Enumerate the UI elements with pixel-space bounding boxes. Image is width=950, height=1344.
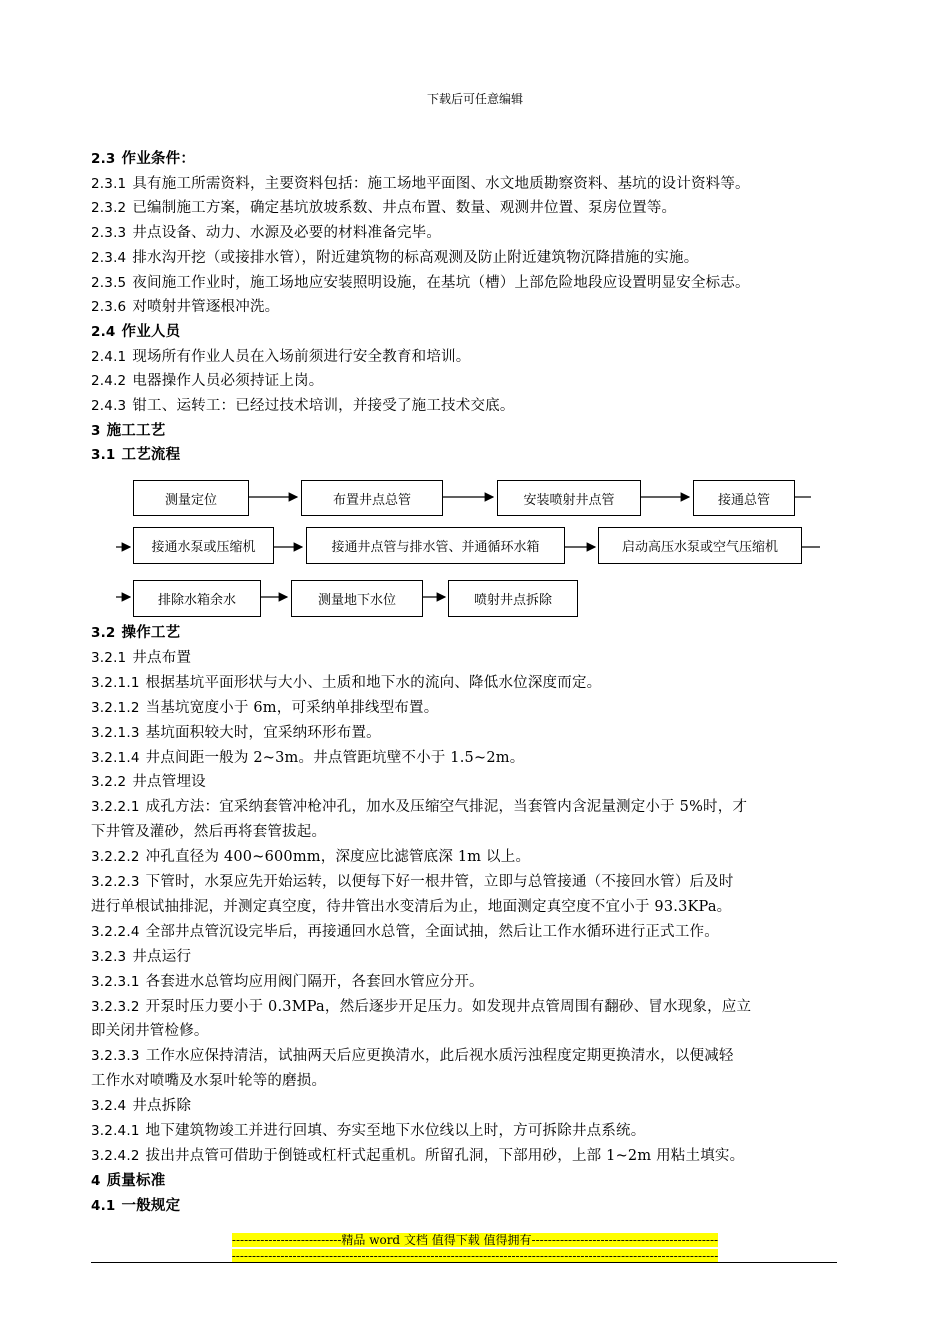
line-text: 根据基坑平面形状与大小、土质和地下水的流向、降低水位深度而定。 <box>145 674 602 691</box>
text-line <box>91 1071 326 1091</box>
section-number: 3.2 <box>91 625 116 641</box>
text-line <box>91 273 750 293</box>
line-text: 即关闭井管检修。 <box>91 1023 209 1040</box>
text-line <box>91 1021 209 1041</box>
text-line <box>91 174 750 194</box>
text-line <box>91 1146 744 1166</box>
text-line <box>91 772 206 792</box>
text-line <box>91 445 180 465</box>
section-number: 3.2.2.2 <box>91 849 140 866</box>
line-text: 当基坑宽度小于 6m，可采纳单排线型布置。 <box>145 699 439 716</box>
section-number: 4 <box>91 1172 101 1189</box>
text-line <box>91 822 326 842</box>
section-number: 2.3.3 <box>91 225 127 242</box>
footer-rule <box>91 1262 837 1263</box>
section-number: 2.4.1 <box>91 348 127 365</box>
text-line <box>91 847 530 867</box>
line-text: 冲孔直径为 400~600mm，深度应比滤管底深 1m 以上。 <box>145 849 531 866</box>
line-text: 井点管埋设 <box>132 774 206 791</box>
line-text: 作业人员 <box>121 322 181 340</box>
text-line <box>91 1171 165 1191</box>
section-number: 3.2.1 <box>91 649 127 666</box>
section-number: 3.2.4 <box>91 1098 127 1115</box>
text-line <box>91 421 165 441</box>
text-line <box>91 322 180 342</box>
line-text: 井点运行 <box>132 948 192 965</box>
text-line <box>91 347 470 367</box>
line-text: 工作水应保持清洁，试抽两天后应更换清水，此后视水质污浊程度定期更换清水，以便减轻 <box>145 1048 734 1065</box>
section-number: 3 <box>91 422 101 439</box>
section-number: 3.2.3.2 <box>91 998 140 1015</box>
line-text: 作业条件： <box>121 150 196 167</box>
section-number: 2.3.4 <box>91 249 127 266</box>
section-number: 2.3.6 <box>91 299 127 316</box>
text-line <box>91 198 676 218</box>
text-line <box>91 897 731 917</box>
text-line <box>91 1096 191 1116</box>
flow-step-7: 启动高压水泵或空气压缩机 <box>598 527 802 564</box>
section-number: 3.2.1.2 <box>91 699 140 716</box>
section-number: 3.2.2.1 <box>91 799 140 816</box>
line-text: 成孔方法：宜采纳套管冲枪冲孔，加水及压缩空气排泥，当套管内含泥量测定小于 5%时，才 <box>145 799 748 816</box>
text-line <box>91 149 195 169</box>
section-number: 3.2.2 <box>91 774 127 791</box>
header-note: 下载后可任意编辑 <box>426 92 523 106</box>
line-text: 操作工艺 <box>121 624 181 641</box>
section-number: 3.2.1.3 <box>91 724 140 741</box>
section-number: 3.1 <box>91 447 116 464</box>
section-number: 2.4.3 <box>91 398 127 414</box>
footer-text-1: ---------------------------精品 word 文档 值得下载 值得拥有---------------------------------------------- <box>231 1233 719 1247</box>
line-text: 已编制施工方案，确定基坑放坡系数、井点布置、数量、观测井位置、泵房位置等。 <box>132 200 677 217</box>
section-number: 3.2.2.4 <box>91 923 140 940</box>
flow-step-8: 排除水箱余水 <box>133 580 261 617</box>
text-line <box>91 623 180 643</box>
line-text: 工作水对喷嘴及水泵叶轮等的磨损。 <box>91 1073 327 1090</box>
line-text: 一般规定 <box>121 1196 181 1214</box>
line-text: 质量标准 <box>106 1171 166 1189</box>
text-line <box>91 922 719 942</box>
text-line <box>91 648 191 668</box>
text-line <box>91 396 515 416</box>
section-number: 2.3 <box>91 151 116 167</box>
line-text: 井点间距一般为 2~3m。井点管距坑壁不小于 1.5~2m。 <box>145 749 525 766</box>
section-number: 3.2.1.1 <box>91 674 140 691</box>
section-number: 2.3.1 <box>91 175 127 192</box>
section-number: 3.2.3.3 <box>91 1048 140 1065</box>
line-text: 钳工、运转工：已经过技术培训，并接受了施工技术交底。 <box>132 398 515 414</box>
flow-step-6: 接通井点管与排水管、并通循环水箱 <box>306 527 565 564</box>
line-text: 下管时，水泵应先开始运转，以便每下好一根井管，立即与总管接通（不接回水管）后及时 <box>145 874 734 890</box>
line-text: 进行单根试抽排泥，并测定真空度，待井管出水变清后为止，地面测定真空度不宜小于 93.3KPa。 <box>91 898 732 915</box>
line-text: 电器操作人员必须持证上岗。 <box>132 373 324 390</box>
line-text: 各套进水总管均应用阀门隔开，各套回水管应分开。 <box>145 973 484 990</box>
line-text: 拔出井点管可借助于倒链或杠杆式起重机。所留孔洞，下部用砂，上部 1~2m 用粘土填实。 <box>145 1147 745 1164</box>
line-text: 地下建筑物竣工并进行回填、夯实至地下水位线以上时，方可拆除井点系统。 <box>145 1123 646 1139</box>
flow-step-9: 测量地下水位 <box>291 580 423 617</box>
flow-step-1: 测量定位 <box>133 480 249 516</box>
text-line <box>91 698 438 718</box>
text-line <box>91 872 734 892</box>
line-text: 基坑面积较大时，宜采纳环形布置。 <box>145 724 381 741</box>
section-number: 2.4.2 <box>91 373 127 390</box>
flow-step-5: 接通水泵或压缩机 <box>133 527 274 564</box>
line-text: 井点布置 <box>132 649 192 666</box>
line-text: 开泵时压力要小于 0.3MPa，然后逐步开足压力。如发现井点管周围有翻砂、冒水现象，应立 <box>145 998 752 1015</box>
text-line <box>91 997 751 1017</box>
line-text: 现场所有作业人员在入场前须进行安全教育和培训。 <box>132 348 471 365</box>
section-number: 3.2.4.2 <box>91 1147 140 1164</box>
text-line <box>91 673 601 693</box>
text-line <box>91 297 279 317</box>
text-line <box>91 223 441 243</box>
text-line <box>91 947 191 967</box>
text-line <box>91 972 484 992</box>
line-text: 井点设备、动力、水源及必要的材料准备完毕。 <box>132 225 442 242</box>
text-line <box>91 1121 645 1141</box>
section-number: 3.2.3 <box>91 948 127 965</box>
line-text: 对喷射井管逐根冲洗。 <box>132 299 280 316</box>
line-text: 施工工艺 <box>106 421 166 439</box>
text-line <box>91 371 323 391</box>
line-text: 夜间施工作业时，施工场地应安装照明设施，在基坑（槽）上部危险地段应设置明显安全标志。 <box>132 274 750 291</box>
section-number: 2.4 <box>91 323 116 340</box>
flow-step-4: 接通总管 <box>693 480 795 516</box>
text-line <box>91 1196 180 1216</box>
section-number: 4.1 <box>91 1197 116 1214</box>
footer-text-2: ------------------------------------------------------------------------------------------------------------------------ <box>231 1249 719 1263</box>
text-line <box>91 723 381 743</box>
section-number: 2.3.2 <box>91 200 127 217</box>
text-line <box>91 797 747 817</box>
section-number: 3.2.1.4 <box>91 749 140 766</box>
flow-step-2: 布置井点总管 <box>301 480 443 516</box>
text-line <box>91 248 698 268</box>
line-text: 排水沟开挖（或接排水管），附近建筑物的标高观测及防止附近建筑物沉降措施的实施。 <box>132 249 699 266</box>
text-line <box>91 748 524 768</box>
flow-step-10: 喷射井点拆除 <box>448 580 578 617</box>
text-line <box>91 1046 734 1066</box>
section-number: 3.2.4.1 <box>91 1123 140 1139</box>
section-number: 3.2.2.3 <box>91 874 140 890</box>
section-number: 3.2.3.1 <box>91 973 140 990</box>
section-number: 2.3.5 <box>91 274 127 291</box>
line-text: 具有施工所需资料，主要资料包括：施工场地平面图、水文地质勘察资料、基坑的设计资料等。 <box>132 175 750 192</box>
line-text: 工艺流程 <box>121 446 181 464</box>
line-text: 下井管及灌砂，然后再将套管拔起。 <box>91 824 327 841</box>
line-text: 井点拆除 <box>132 1098 192 1115</box>
flow-step-3: 安装喷射井点管 <box>497 480 641 516</box>
line-text: 全部井点管沉设完毕后，再接通回水总管，全面试抽，然后让工作水循环进行正式工作。 <box>145 923 719 940</box>
